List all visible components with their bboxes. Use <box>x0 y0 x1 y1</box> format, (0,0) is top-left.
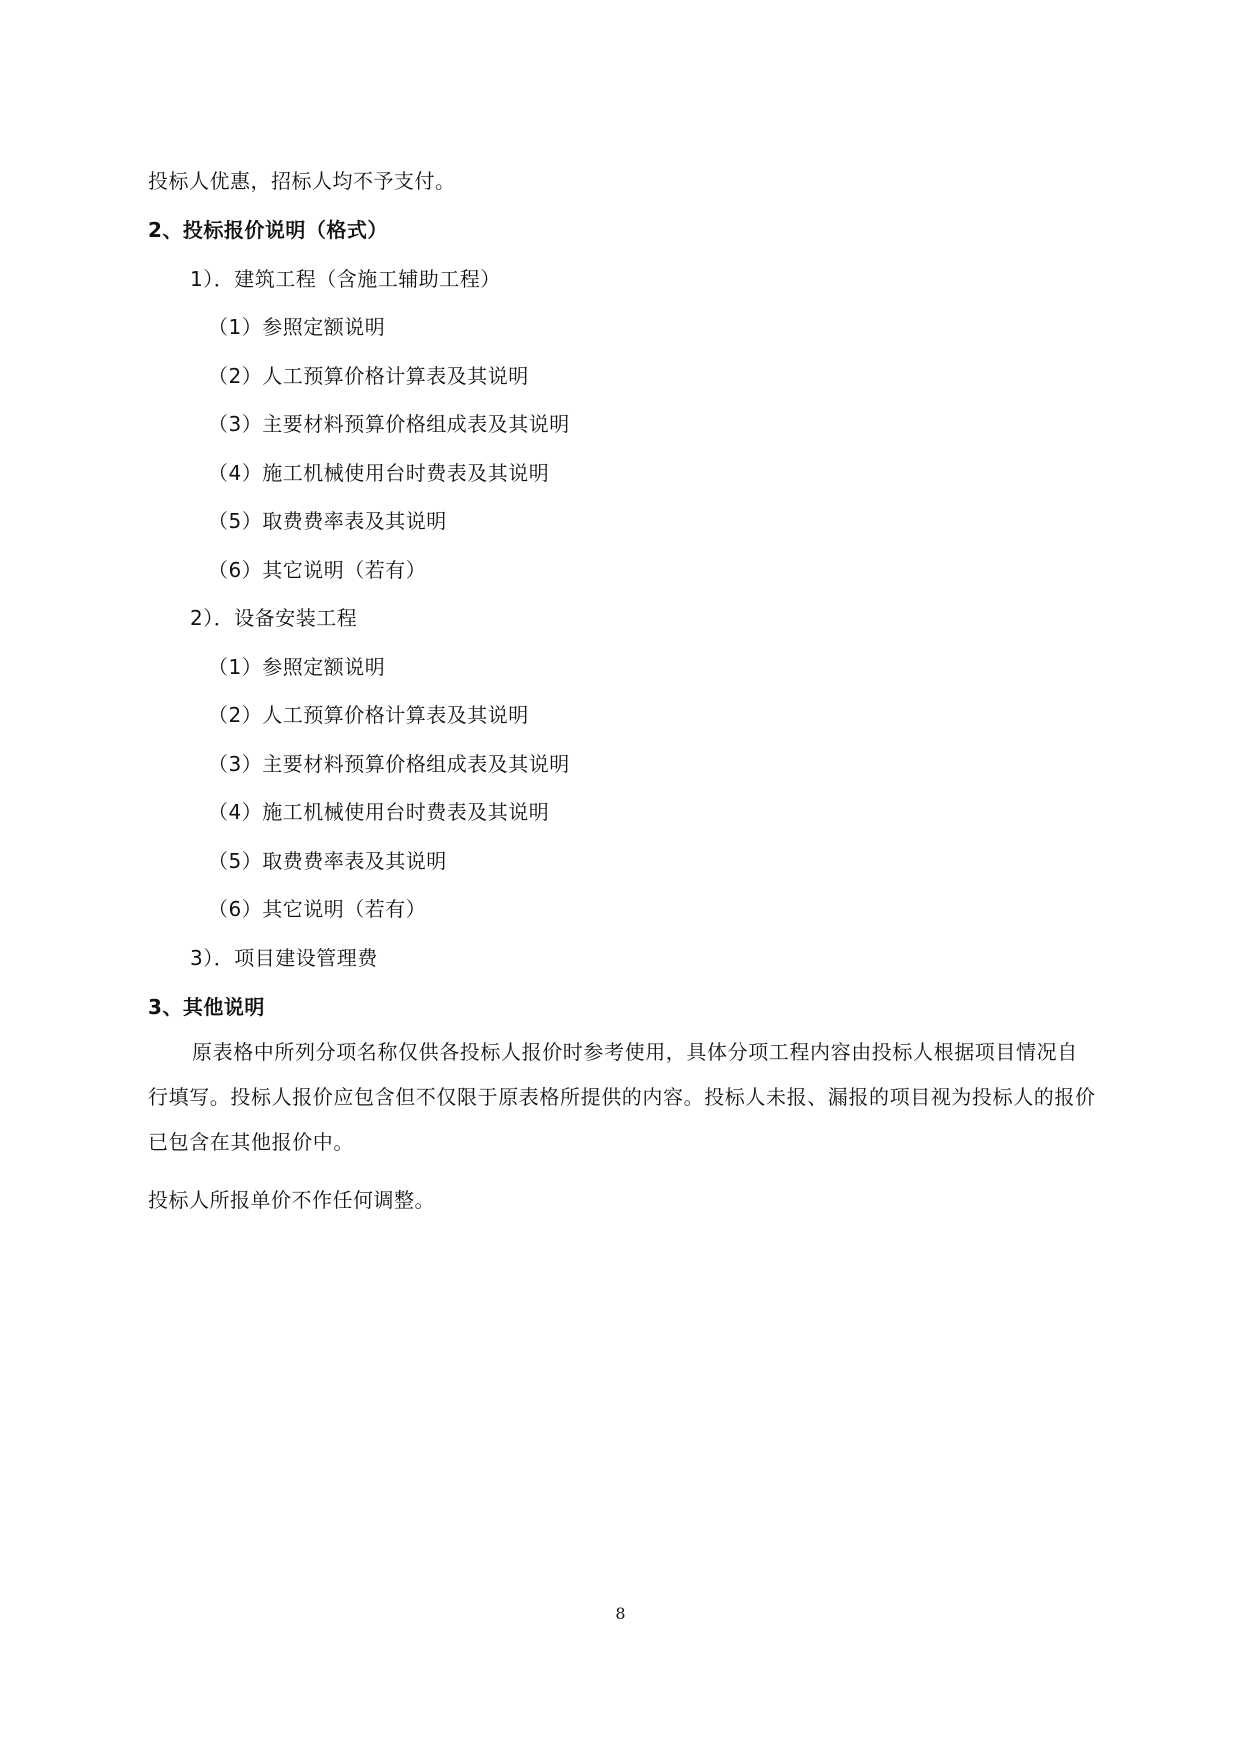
part-2-item-2: （2）人工预算价格计算表及其说明 <box>208 703 529 727</box>
part-2-item-1: （1）参照定额说明 <box>208 655 386 679</box>
part-1-item-1: （1）参照定额说明 <box>208 315 386 339</box>
part-1-item-5: （5）取费费率表及其说明 <box>208 509 447 533</box>
part-2-item-6: （6）其它说明（若有） <box>208 897 427 921</box>
section-3-last-line: 投标人所报单价不作任何调整。 <box>148 1188 435 1212</box>
part-1-item-3: （3）主要材料预算价格组成表及其说明 <box>208 412 570 436</box>
section-3-paragraph <box>148 1030 1096 1165</box>
part-2-title: 2）．设备安装工程 <box>190 606 358 630</box>
page-number: 8 <box>615 1604 626 1623</box>
intro-line: 投标人优惠，招标人均不予支付。 <box>148 169 456 193</box>
part-1-title: 1）．建筑工程（含施工辅助工程） <box>190 267 501 291</box>
part-2-item-4: （4）施工机械使用台时费表及其说明 <box>208 800 550 824</box>
part-3-title: 3）．项目建设管理费 <box>190 946 378 970</box>
section-3-paragraph-text: 原表格中所列分项名称仅供各投标人报价时参考使用，具体分项工程内容由投标人根据项目情况自行填写。投标人报价应包含但不仅限于原表格所提供的内容。投标人未报、漏报的项目视为投标人的报价已包含在其他报价中。 <box>148 1040 1096 1154</box>
part-1-item-2: （2）人工预算价格计算表及其说明 <box>208 364 529 388</box>
part-1-item-4: （4）施工机械使用台时费表及其说明 <box>208 461 550 485</box>
part-1-item-6: （6）其它说明（若有） <box>208 558 427 582</box>
section-3-heading: 3、其他说明 <box>148 995 265 1019</box>
part-2-item-3: （3）主要材料预算价格组成表及其说明 <box>208 752 570 776</box>
part-2-item-5: （5）取费费率表及其说明 <box>208 849 447 873</box>
section-2-heading: 2、投标报价说明（格式） <box>148 218 388 242</box>
